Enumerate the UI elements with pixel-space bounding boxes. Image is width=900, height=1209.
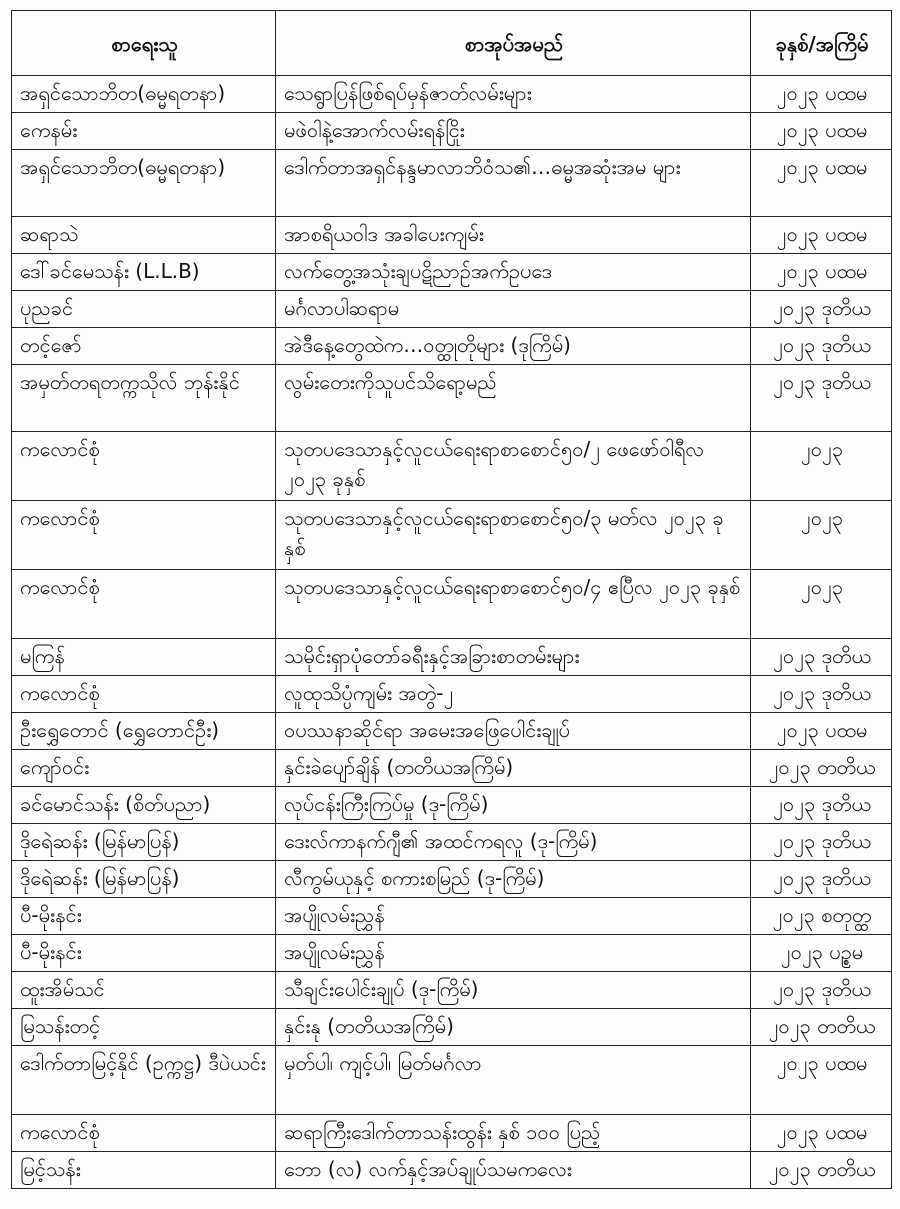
cell-edition: ၂၀၂၃ <box>751 570 892 639</box>
cell-title: အဲဒီနေ့တွေထဲက…ဝတ္ထုတိုများ (ဒုကြိမ်) <box>276 328 751 365</box>
cell-edition: ၂၀၂၃ ပထမ <box>751 150 892 217</box>
cell-title: သုတပဒေသာနှင့်လူငယ်ရေးရာစာစောင်၅၀/၃ မတ်လ ၂၀၂၃ ခုနှစ် <box>276 501 751 570</box>
cell-edition: ၂၀၂၃ တတိယ <box>751 1009 892 1046</box>
table-row <box>12 254 892 291</box>
cell-title: ဆရာကြီးဒေါက်တာသန်းထွန်း နှစ် ၁၀၀ ပြည့် <box>276 1115 751 1152</box>
cell-title: အပျိုလမ်းညွှန် <box>276 935 751 972</box>
header-title: စာအုပ်အမည် <box>276 11 751 76</box>
cell-title: မှတ်ပါ၊ ကျင့်ပါ၊ မြတ်မင်္ဂလာ <box>276 1046 751 1115</box>
table-row <box>12 432 892 501</box>
table-row <box>12 1046 892 1115</box>
cell-edition: ၂၀၂၃ <box>751 501 892 570</box>
table-row <box>12 676 892 713</box>
cell-author: မြသန်းတင့် <box>12 1009 276 1046</box>
header-edition: ခုနှစ်/အကြိမ် <box>751 11 892 76</box>
table-row <box>12 972 892 1009</box>
cell-title: နှင်းခဲပျော်ချိန် (တတိယအကြိမ်) <box>276 750 751 787</box>
cell-author: ကလောင်စုံ <box>12 432 276 501</box>
cell-edition: ၂၀၂၃ တတိယ <box>751 1152 892 1189</box>
cell-title: အပျိုလမ်းညွှန် <box>276 898 751 935</box>
header-author: စာရေးသူ <box>12 11 276 76</box>
cell-title: သေရွာပြန်ဖြစ်ရပ်မှန်ဇာတ်လမ်းများ <box>276 76 751 113</box>
table-row <box>12 898 892 935</box>
cell-title: လီကွမ်ယုနှင့် စကားစမြည် (ဒု-ကြိမ်) <box>276 861 751 898</box>
cell-author: ဒိုရေဲဆန်း (မြန်မာပြန်) <box>12 824 276 861</box>
cell-edition: ၂၀၂၃ ပထမ <box>751 713 892 750</box>
cell-author: ဆရာသဲ <box>12 217 276 254</box>
cell-edition: ၂၀၂၃ ဒုတိယ <box>751 328 892 365</box>
cell-title: မင်္ဂလာပါဆရာမ <box>276 291 751 328</box>
cell-author: အရှင်သောဘိတ(ဓမ္မရတနာ) <box>12 150 276 217</box>
cell-author: ပီ-မိုးနင်း <box>12 898 276 935</box>
cell-author: အမှတ်တရတက္ကသိုလ် ဘုန်းနိုင် <box>12 365 276 432</box>
cell-author: မြင့်သန်း <box>12 1152 276 1189</box>
cell-author: ဒေါက်တာမြင့်နိုင် (ဥက္ကဋ္ဌ) ဒီပဲယင်း <box>12 1046 276 1115</box>
header-row <box>12 11 892 76</box>
cell-edition: ၂၀၂၃ ပထမ <box>751 1115 892 1152</box>
table-row <box>12 824 892 861</box>
table-row <box>12 861 892 898</box>
table-row <box>12 365 892 432</box>
cell-author: ကျော်ဝင်း <box>12 750 276 787</box>
table-row <box>12 1115 892 1152</box>
table-row <box>12 217 892 254</box>
cell-author: ကလောင်စုံ <box>12 1115 276 1152</box>
cell-edition: ၂၀၂၃ ဒုတိယ <box>751 861 892 898</box>
cell-title: လွမ်းတေးကိုသူပင်သိရော့မည် <box>276 365 751 432</box>
cell-edition: ၂၀၂၃ ပထမ <box>751 1046 892 1115</box>
cell-title: ဒေးလ်ကာနက်ဂျီ၏ အထင်ကရလူ (ဒု-ကြိမ်) <box>276 824 751 861</box>
table-row <box>12 1009 892 1046</box>
cell-author: ကလောင်စုံ <box>12 501 276 570</box>
cell-title: လုပ်ငန်းကြီးကြပ်မှု (ဒု-ကြိမ်) <box>276 787 751 824</box>
cell-title: နှင်းနု (တတိယအကြိမ်) <box>276 1009 751 1046</box>
table-row <box>12 935 892 972</box>
table-row <box>12 328 892 365</box>
cell-edition: ၂၀၂၃ ပထမ <box>751 254 892 291</box>
cell-edition: ၂၀၂၃ ဒုတိယ <box>751 824 892 861</box>
cell-edition: ၂၀၂၃ <box>751 432 892 501</box>
table-row <box>12 291 892 328</box>
cell-author: ဒေါ်ခင်မေသန်း (L.L.B) <box>12 254 276 291</box>
cell-title: လက်တွေ့အသုံးချပဋိညာဉ်အက်ဥပဒေ <box>276 254 751 291</box>
cell-title: သုတပဒေသာနှင့်လူငယ်ရေးရာစာစောင်၅၀/၂ ဖေဖော်ဝါရီလ ၂၀၂၃ ခုနှစ် <box>276 432 751 501</box>
cell-author: ခင်မောင်သန်း (စိတ်ပညာ) <box>12 787 276 824</box>
table-row <box>12 713 892 750</box>
cell-author: အရှင်သောဘိတ(ဓမ္မရတနာ) <box>12 76 276 113</box>
cell-title: လူထုသိပ္ပံကျမ်း အတွဲ-၂ <box>276 676 751 713</box>
table-row <box>12 787 892 824</box>
table-row <box>12 150 892 217</box>
cell-edition: ၂၀၂၃ စတုတ္ထ <box>751 898 892 935</box>
cell-author: တင့်ဇော် <box>12 328 276 365</box>
cell-author: ကေနမ်း <box>12 113 276 150</box>
table-row <box>12 639 892 676</box>
cell-title: အာစရိယဝါဒ အခါပေးကျမ်း <box>276 217 751 254</box>
cell-author: ဒိုရေဲဆန်း (မြန်မာပြန်) <box>12 861 276 898</box>
cell-author: ပီ-မိုးနင်း <box>12 935 276 972</box>
cell-author: ဦးရွှေတောင် (ရွှေတောင်ဦး) <box>12 713 276 750</box>
cell-edition: ၂၀၂၃ ဒုတိယ <box>751 972 892 1009</box>
table-row <box>12 501 892 570</box>
cell-edition: ၂၀၂၃ ဒုတိယ <box>751 365 892 432</box>
cell-title: မဖဲဝါနဲ့အောက်လမ်းရန်ငြိုး <box>276 113 751 150</box>
cell-edition: ၂၀၂၃ ပထမ <box>751 217 892 254</box>
table-row <box>12 113 892 150</box>
cell-title: ဘော (လ) လက်နှင့်အပ်ချုပ်သမကလေး <box>276 1152 751 1189</box>
cell-edition: ၂၀၂၃ ပဉ္စမ <box>751 935 892 972</box>
cell-edition: ၂၀၂၃ ပထမ <box>751 113 892 150</box>
cell-author: ထူးအိမ်သင် <box>12 972 276 1009</box>
cell-author: ပုညခင် <box>12 291 276 328</box>
cell-edition: ၂၀၂၃ ဒုတိယ <box>751 676 892 713</box>
cell-author: ကလောင်စုံ <box>12 676 276 713</box>
table-row <box>12 750 892 787</box>
cell-title: သမိုင်းရှာပုံတော်ခရီးနှင့်အခြားစာတမ်းများ <box>276 639 751 676</box>
table-row <box>12 570 892 639</box>
cell-edition: ၂၀၂၃ တတိယ <box>751 750 892 787</box>
book-list-table <box>11 10 892 1189</box>
cell-author: မကြန် <box>12 639 276 676</box>
table-row <box>12 76 892 113</box>
cell-title: ဒေါက်တာအရှင်နန္ဒမာလာဘိဝံသ၏…ဓမ္မအဆုံးအမ များ <box>276 150 751 217</box>
cell-edition: ၂၀၂၃ ဒုတိယ <box>751 291 892 328</box>
cell-edition: ၂၀၂၃ ဒုတိယ <box>751 639 892 676</box>
cell-author: ကလောင်စုံ <box>12 570 276 639</box>
cell-title: ဝပဿနာဆိုင်ရာ အမေးအဖြေပေါင်းချုပ် <box>276 713 751 750</box>
cell-edition: ၂၀၂၃ ဒုတိယ <box>751 787 892 824</box>
cell-edition: ၂၀၂၃ ပထမ <box>751 76 892 113</box>
cell-title: သုတပဒေသာနှင့်လူငယ်ရေးရာစာစောင်၅၀/၄ ဧပြီလ ၂၀၂၃ ခုနှစ် <box>276 570 751 639</box>
table-row <box>12 1152 892 1189</box>
cell-title: သီချင်းပေါင်းချုပ် (ဒု-ကြိမ်) <box>276 972 751 1009</box>
